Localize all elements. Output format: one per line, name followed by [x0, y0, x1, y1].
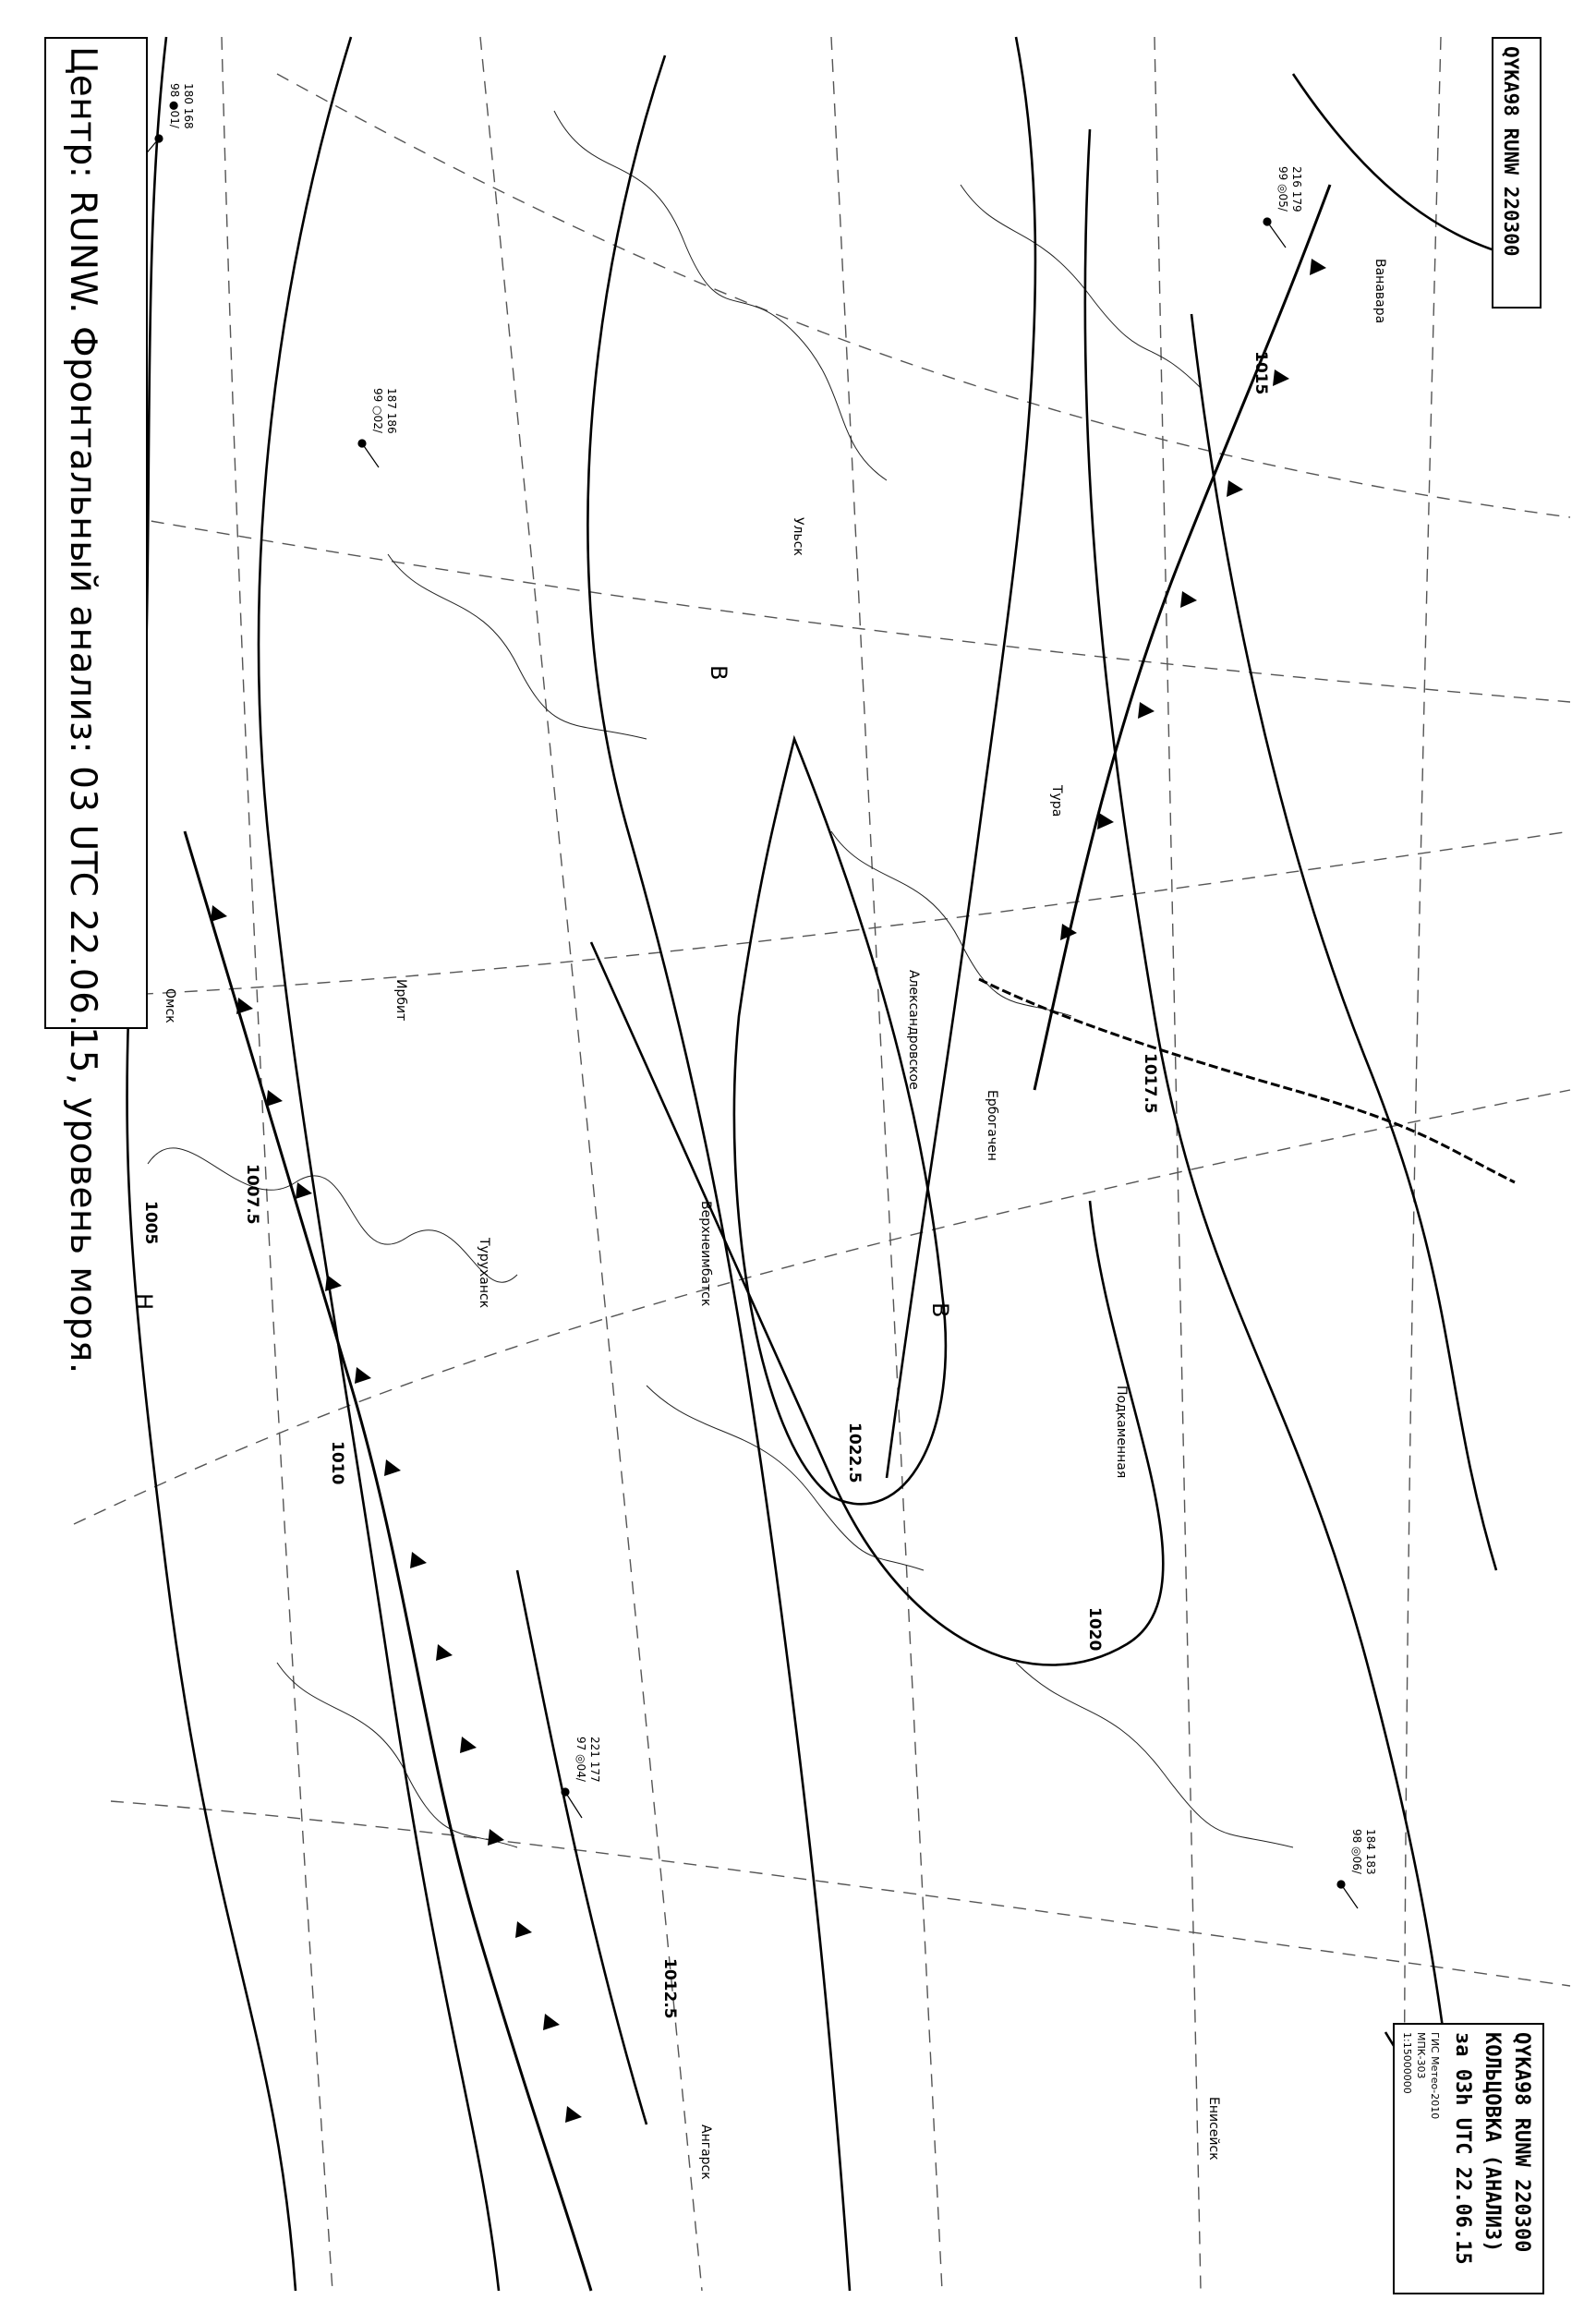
map-title: Центр: RUNW. Фронтальный анализ: 03 UTC 22.06.15, уровень моря. [62, 46, 103, 1374]
high-pressure-center: В [927, 1302, 953, 1318]
station-reading: 97 ◎04/ [574, 1737, 587, 1782]
place-name: Верхнеимбатск [698, 1201, 713, 1307]
isobar-label-1017-5: 1017.5 [1141, 1053, 1159, 1114]
station-reading: 99 ◎05/ [1276, 166, 1289, 212]
station-reading: 187 186 [385, 388, 398, 434]
station-reading: 184 183 [1364, 1829, 1377, 1875]
legend-title: КОЛЬЦОВКА (АНАЛИЗ) [1481, 2032, 1504, 2253]
isobar-label-1012-5: 1012.5 [660, 1958, 679, 2019]
isobar-label-1020: 1020 [1085, 1607, 1104, 1652]
place-name: Омск [163, 988, 177, 1023]
place-name: Тура [1049, 785, 1064, 817]
place-name: Ирбит [393, 979, 408, 1022]
place-name: Ербогачен [985, 1090, 999, 1161]
station-reading: 98 ●01/ [168, 83, 181, 128]
station-reading: 98 ◎06/ [1350, 1829, 1363, 1874]
isobar-label-1010: 1010 [328, 1441, 346, 1485]
isobar-label-1015: 1015 [1251, 351, 1270, 395]
station-reading: 99 ○02/ [371, 388, 384, 433]
isobar-label-1007-5: 1007.5 [243, 1164, 261, 1225]
low-pressure-center: Н [131, 1293, 157, 1311]
place-name: Енисейск [1206, 2097, 1221, 2161]
legend-footer: МПК-303 [1415, 2032, 1427, 2079]
place-name: Туруханск [477, 1238, 491, 1309]
place-name: Ульск [791, 517, 805, 556]
place-name: Ангарск [698, 2124, 713, 2180]
place-name: Ванавара [1372, 259, 1387, 324]
place-name: Александровское [906, 970, 921, 1090]
place-name: Подкаменная [1114, 1386, 1129, 1479]
station-reading: 221 177 [588, 1737, 601, 1783]
isobar-label-1022-5: 1022.5 [845, 1422, 864, 1483]
legend-footer: ГИС Метео-2010 [1429, 2032, 1441, 2120]
legend-time: за 03h UTC 22.06.15 [1451, 2032, 1474, 2265]
legend-footer: 1:15000000 [1401, 2032, 1413, 2094]
station-reading: 216 179 [1290, 166, 1303, 212]
legend-code: QYKA98 RUNW 220300 [1510, 2032, 1533, 2253]
high-pressure-center: В [706, 665, 732, 681]
station-reading: 180 168 [182, 83, 195, 129]
isobar-label-1005: 1005 [141, 1201, 160, 1245]
product-code: QYKA98 RUNW 220300 [1500, 46, 1522, 257]
